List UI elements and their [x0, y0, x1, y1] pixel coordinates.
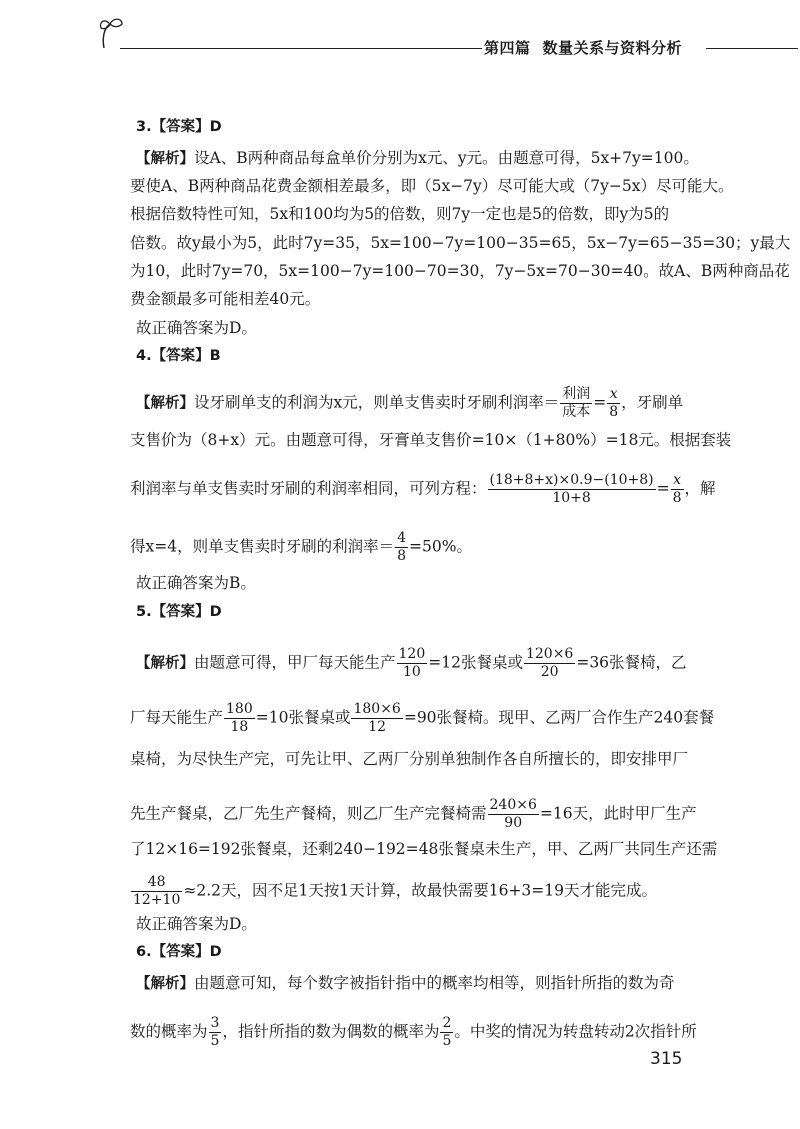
four-eighths-fraction: $\frac{4}{8}$	[397, 530, 407, 564]
q4-analysis-line-4: 得x=4，则单支售卖时牙刷的利润率＝ $\frac{4}{8}$ =50%。	[130, 530, 472, 564]
q3-analysis-line-1: 【解析】设A、B两种商品每盒单价分别为x元、y元。由题意可得，5x+7y=100。	[136, 149, 699, 167]
three-fifths-fraction: $\frac{3}{5}$	[210, 1015, 220, 1049]
page-number: 315	[650, 1049, 683, 1069]
header-rule-left	[120, 48, 482, 49]
q4-analysis-line-1: 【解析】设牙刷单支的利润为x元，则单支售卖时牙刷利润率＝ $\frac{\text{利润}}{\text{成本}}$ = $\frac{x}{8}$ ，牙刷单	[136, 386, 684, 420]
q5-analysis-label: 【解析】	[136, 655, 194, 672]
q3-analysis-label: 【解析】	[136, 151, 194, 167]
q4-analysis-line-2: 支售价为（8+x）元。由题意可得，牙膏单支售价=10×（1+80%）=18元。根据套装	[130, 431, 732, 449]
q5-answer-heading: 5.【答案】D	[136, 604, 222, 620]
fraction-120x6-20: $\frac{120\times 6}{20}$	[525, 646, 574, 680]
fraction-240x6-90: $\frac{240\times 6}{90}$	[489, 797, 537, 831]
q3-analysis-line-3: 根据倍数特性可知，5x和100均为5的倍数，则7y一定也是5的倍数，即y为5的	[130, 205, 670, 223]
q5-analysis-line-1: 【解析】由题意可得，甲厂每天能生产 $\frac{120}{10}$ =12张餐桌或 $\frac{120\times 6}{20}$ =36张餐椅，乙	[136, 646, 687, 680]
q5-conclusion: 故正确答案为D。	[136, 915, 257, 933]
q5-analysis-line-4: 先生产餐桌，乙厂先生产餐椅，则乙厂生产完餐椅需 $\frac{240\times 6}{90}$ =16天，此时甲厂生产	[130, 797, 697, 831]
q6-analysis-label: 【解析】	[136, 976, 194, 992]
q3-conclusion: 故正确答案为D。	[136, 319, 257, 337]
q4-conclusion: 故正确答案为B。	[136, 574, 256, 592]
equation-right-fraction: $\frac{x}{8}$	[672, 472, 682, 506]
header-rule-right	[706, 48, 798, 49]
q5-analysis-line-6: $\frac{48}{12+10}$ ≈2.2天，因不足1天按1天计算，故最快需要16+3=19天才能完成。	[133, 874, 658, 908]
equation-left-fraction: $\frac{(18+8+x)\times 0.9-(10+8)}{10+8}$	[489, 472, 654, 506]
fraction-180-18: $\frac{180}{18}$	[226, 701, 253, 735]
q5-analysis-line-3: 桌椅，为尽快生产完，可先让甲、乙两厂分别单独制作各自所擅长的，即安排甲厂	[130, 750, 689, 768]
header-part: 第四篇	[484, 39, 531, 57]
q4-analysis-label: 【解析】	[136, 395, 194, 412]
fraction-120-10: $\frac{120}{10}$	[398, 646, 426, 680]
q5-analysis-line-2: 厂每天能生产 $\frac{180}{18}$ =10张餐桌或 $\frac{180\times 6}{12}$ =90张餐椅。现甲、乙两厂合作生产240套餐	[130, 701, 715, 735]
x-over-8-fraction: $\frac{x}{8}$	[609, 386, 619, 420]
q6-analysis-line-1: 【解析】由题意可知，每个数字被指针指中的概率均相等，则指针所指的数为奇	[136, 974, 675, 992]
q3-analysis-line-4: 倍数。故y最小为5，此时7y=35，5x=100−7y=100−35=65，5x−7y=65−35=30；y最大	[130, 234, 791, 252]
running-header	[98, 14, 798, 64]
q6-answer-heading: 6.【答案】D	[136, 944, 222, 960]
q3-analysis-line-6: 费金额最多可能相差40元。	[130, 290, 321, 308]
header-title	[484, 37, 704, 58]
q6-analysis-line-2: 数的概率为 $\frac{3}{5}$ ，指针所指的数为偶数的概率为 $\frac{2}{5}$ 。中奖的情况为转盘转动2次指针所	[130, 1015, 697, 1049]
two-fifths-fraction: $\frac{2}{5}$	[442, 1015, 452, 1049]
fraction-180x6-12: $\frac{180\times 6}{12}$	[353, 701, 401, 735]
q5-analysis-line-5: 了12×16=192张餐桌，还剩240−192=48张餐桌未生产，甲、乙两厂共同生产还需	[130, 840, 718, 858]
q4-answer-heading: 4.【答案】B	[136, 348, 221, 364]
q3-answer-heading: 3.【答案】D	[136, 119, 222, 135]
header-section: 数量关系与资料分析	[542, 39, 683, 57]
q3-analysis-line-5: 为10，此时7y=70，5x=100−7y=100−70=30，7y−5x=70−30=40。故A、B两种商品花	[130, 262, 790, 280]
q4-analysis-line-3: 利润率与单支售卖时牙刷的利润率相同，可列方程： $\frac{(18+8+x)\times 0.9-(10+8)}{10+8}$ = $\frac{x}{8}$ ，解	[130, 472, 716, 506]
fraction-48-22: $\frac{48}{12+10}$	[133, 874, 181, 908]
profit-over-cost-fraction: $\frac{\text{利润}}{\text{成本}}$	[562, 386, 591, 420]
q3-analysis-line-2: 要使A、B两种商品花费金额相差最多，即（5x−7y）尽可能大或（7y−5x）尽可能大。	[130, 177, 734, 195]
